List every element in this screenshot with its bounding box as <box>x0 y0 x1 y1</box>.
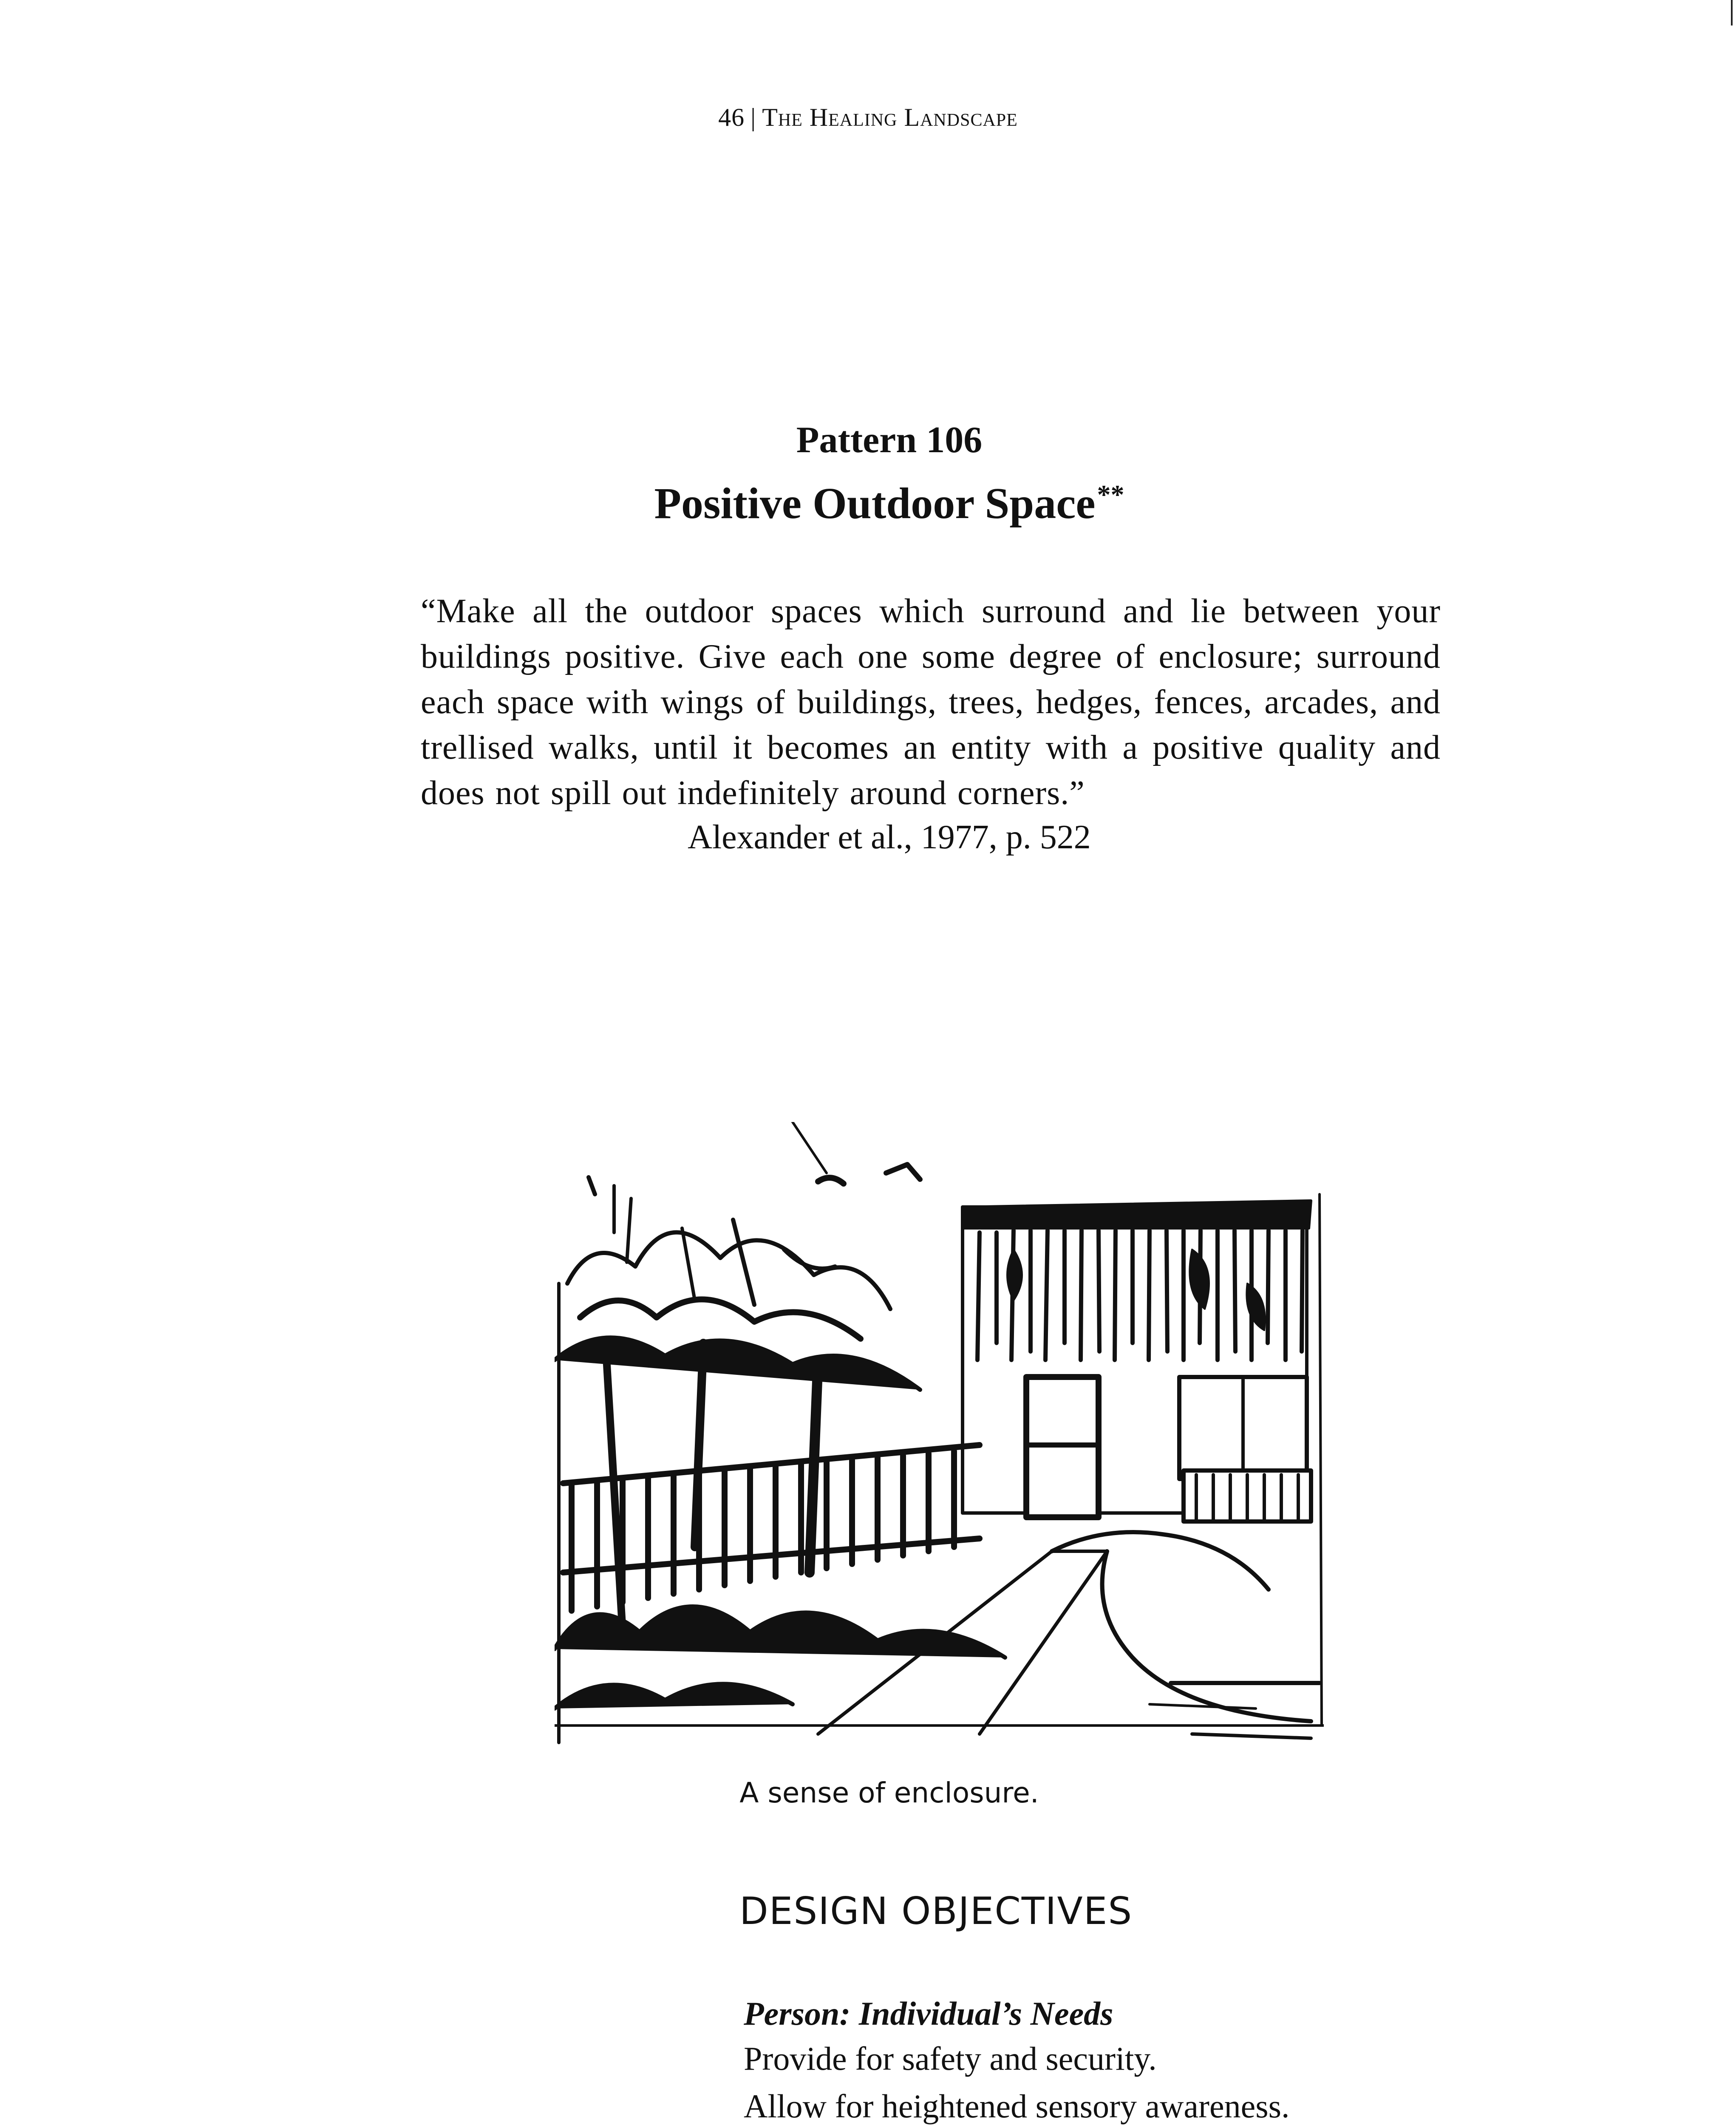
book-title: The Healing Landscape <box>762 103 1018 131</box>
running-header <box>0 103 1736 132</box>
header-separator: | <box>750 103 756 131</box>
page-number: 46 <box>718 103 745 131</box>
garden-sketch-drawing <box>555 1122 1324 1751</box>
page-edge-mark <box>1731 0 1733 26</box>
pattern-rating: ** <box>1097 479 1124 510</box>
objective-item: Allow for heightened sensory awareness. <box>744 2088 1290 2125</box>
pattern-quote: “Make all the outdoor spaces which surround and lie between your buildings positive. Give each one some degree of enclosure; surround each space with wings of buildings, trees, hedges, fences, arcades, and trellised walks, until it becomes an entity with a positive quality and does not spill out indefinitely around corners.” <box>421 592 1441 812</box>
objective-item: Provide for safety and security. <box>744 2040 1157 2077</box>
figure-caption: A sense of enclosure. <box>739 1776 1039 1809</box>
objective-group-title: Person: Individual’s Needs <box>744 1995 1113 2032</box>
design-objectives-heading: DESIGN OBJECTIVES <box>739 1889 1133 1933</box>
pattern-title <box>0 478 1736 529</box>
pattern-number: Pattern 106 <box>796 419 983 461</box>
pattern-name: Positive Outdoor Space <box>654 479 1096 528</box>
objective-group-person <box>744 1992 1594 2125</box>
garden-sketch-illustration <box>555 1122 1324 1751</box>
quote-citation: Alexander et al., 1977, p. 522 <box>688 819 1091 856</box>
